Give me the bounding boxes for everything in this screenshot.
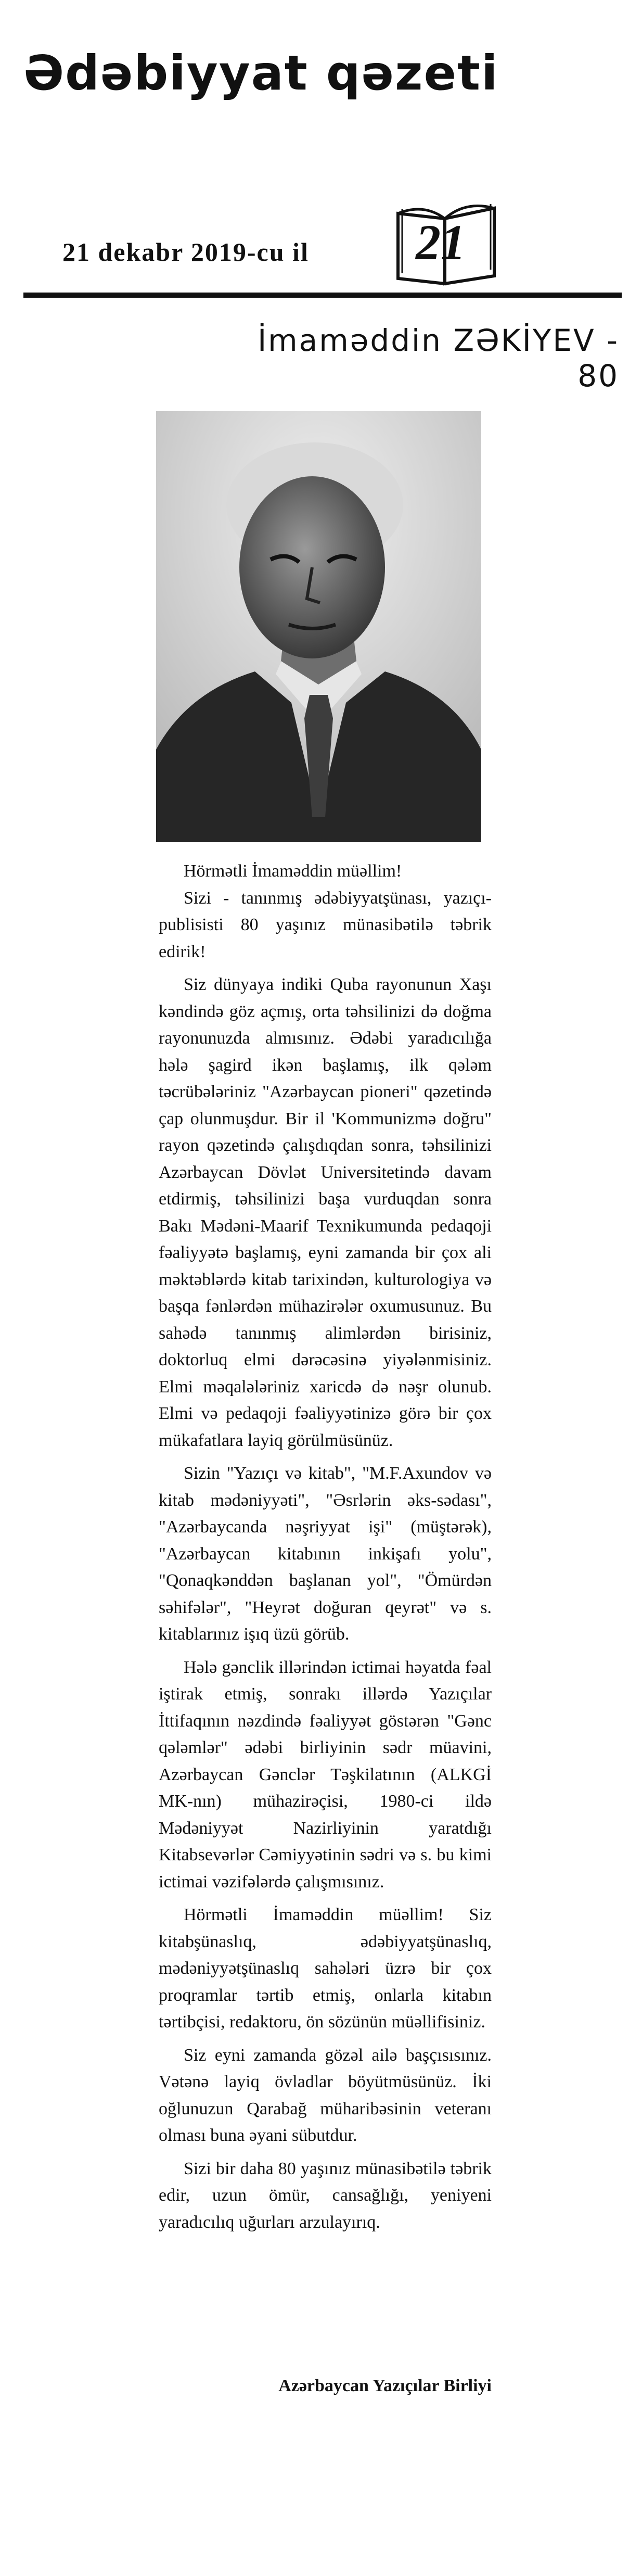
- issue-number: 21: [416, 214, 466, 270]
- article-paragraph: Siz dünyaya indiki Quba rayonunun Xaşı kəndində göz açmış, orta təhsilinizi də doğma rayonunuzda almısınız. Ədəbi yaradıcılığa hələ şagird ikən başlamış, ilk qələm təcrübələriniz "Azərbaycan pioneri" qəzetində çap olunmuşdur. Bir il 'Kommunizmə doğru" rayon qəzetində çalışdıqdan sonra, təhsilinizi Azərbaycan Dövlət Universitetində davam etdirmiş, təhsilinizi başa vurduqdan sonra Bakı Mədəni-Maarif Texnikumunda pedaqoji fəaliyyətə başlamış, eyni zamanda bir çox ali məktəblərdə kitab tarixindən, kulturologiya və başqa fənlərdən mühazirələr oxumusunuz. Bu sahədə tanınmış alimlərdən birisiniz, doktorluq elmi dərəcəsinə yiyələnmisiniz. Elmi məqalələriniz xaricdə də nəşr olunub. Elmi və pedaqoji fəaliyyətinizə görə bir çox mükafatlara layiq görülmüsünüz.: [159, 975, 492, 1450]
- article-body: [159, 858, 492, 2236]
- article-paragraph: Sizi bir daha 80 yaşınız münasibətilə təbrik edir, uzun ömür, cansağlığı, yeniyeni yaradıcılıq uğurları arzulayırıq.: [159, 2159, 492, 2232]
- author-portrait-photo: [156, 411, 481, 842]
- article-signature: Azərbaycan Yazıçılar Birliyi: [278, 2376, 492, 2395]
- header-divider: [23, 293, 622, 298]
- article-paragraph: Siz eyni zamanda gözəl ailə başçısısınız. Vətənə layiq övladlar böyütmüsünüz. İki oğlunuzun Qarabağ müharibəsinin veteranı olması buna əyani sübutdur.: [159, 2045, 492, 2145]
- article-headline: İmaməddin ZƏKİYEV - 80: [258, 323, 619, 394]
- issue-date: 21 dekabr 2019-cu il: [62, 237, 309, 267]
- article-paragraph: Hörmətli İmaməddin müəllim! Siz kitabşünaslıq, ədəbiyyatşünaslıq, mədəniyyətşünaslıq sahələri üzrə bir çox proqramlar tərtib etmiş, onlarla kitabın tərtibçisi, redaktoru, ön sözünün müəllifisiniz.: [159, 1905, 492, 2032]
- article-paragraph: Sizin "Yazıçı və kitab", "M.F.Axundov və kitab mədəniyyəti", "Əsrlərin əks-sədası", "Azərbaycanda nəşriyyat işi" (müştərək), "Azərbaycan kitabının inkişafı yolu", "Qonaqkənddən başlanan yol", "Ömürdən səhifələr", "Heyrət doğuran qeyrət" və s. kitablarınız işıq üzü görüb.: [159, 1464, 492, 1644]
- newspaper-title: Ədəbiyyat qəzeti: [23, 45, 499, 101]
- article-paragraph: Hörmətli İmaməddin müəllim!: [184, 861, 402, 881]
- article-paragraph: Sizi - tanınmış ədəbiyyatşünası, yazıçı-publisisti 80 yaşınız münasibətilə təbrik edirik!: [159, 888, 492, 961]
- article-paragraph: Hələ gənclik illərindən ictimai həyatda fəal iştirak etmiş, sonrakı illərdə Yazıçılar İttifaqının nəzdində fəaliyyət göstərən "Gənc qələmlər" ədəbi birliyinin sədr müavini, Azərbaycan Gənclər Təşkilatının (ALKGİ MK-nın) mühazirəçisi, 1980-ci ildə Mədəniyyət Nazirliyinin yaratdığı Kitabsevərlər Cəmiyyətinin sədri və s. bu kimi ictimai vəzifələrdə çalışmısınız.: [159, 1657, 492, 1892]
